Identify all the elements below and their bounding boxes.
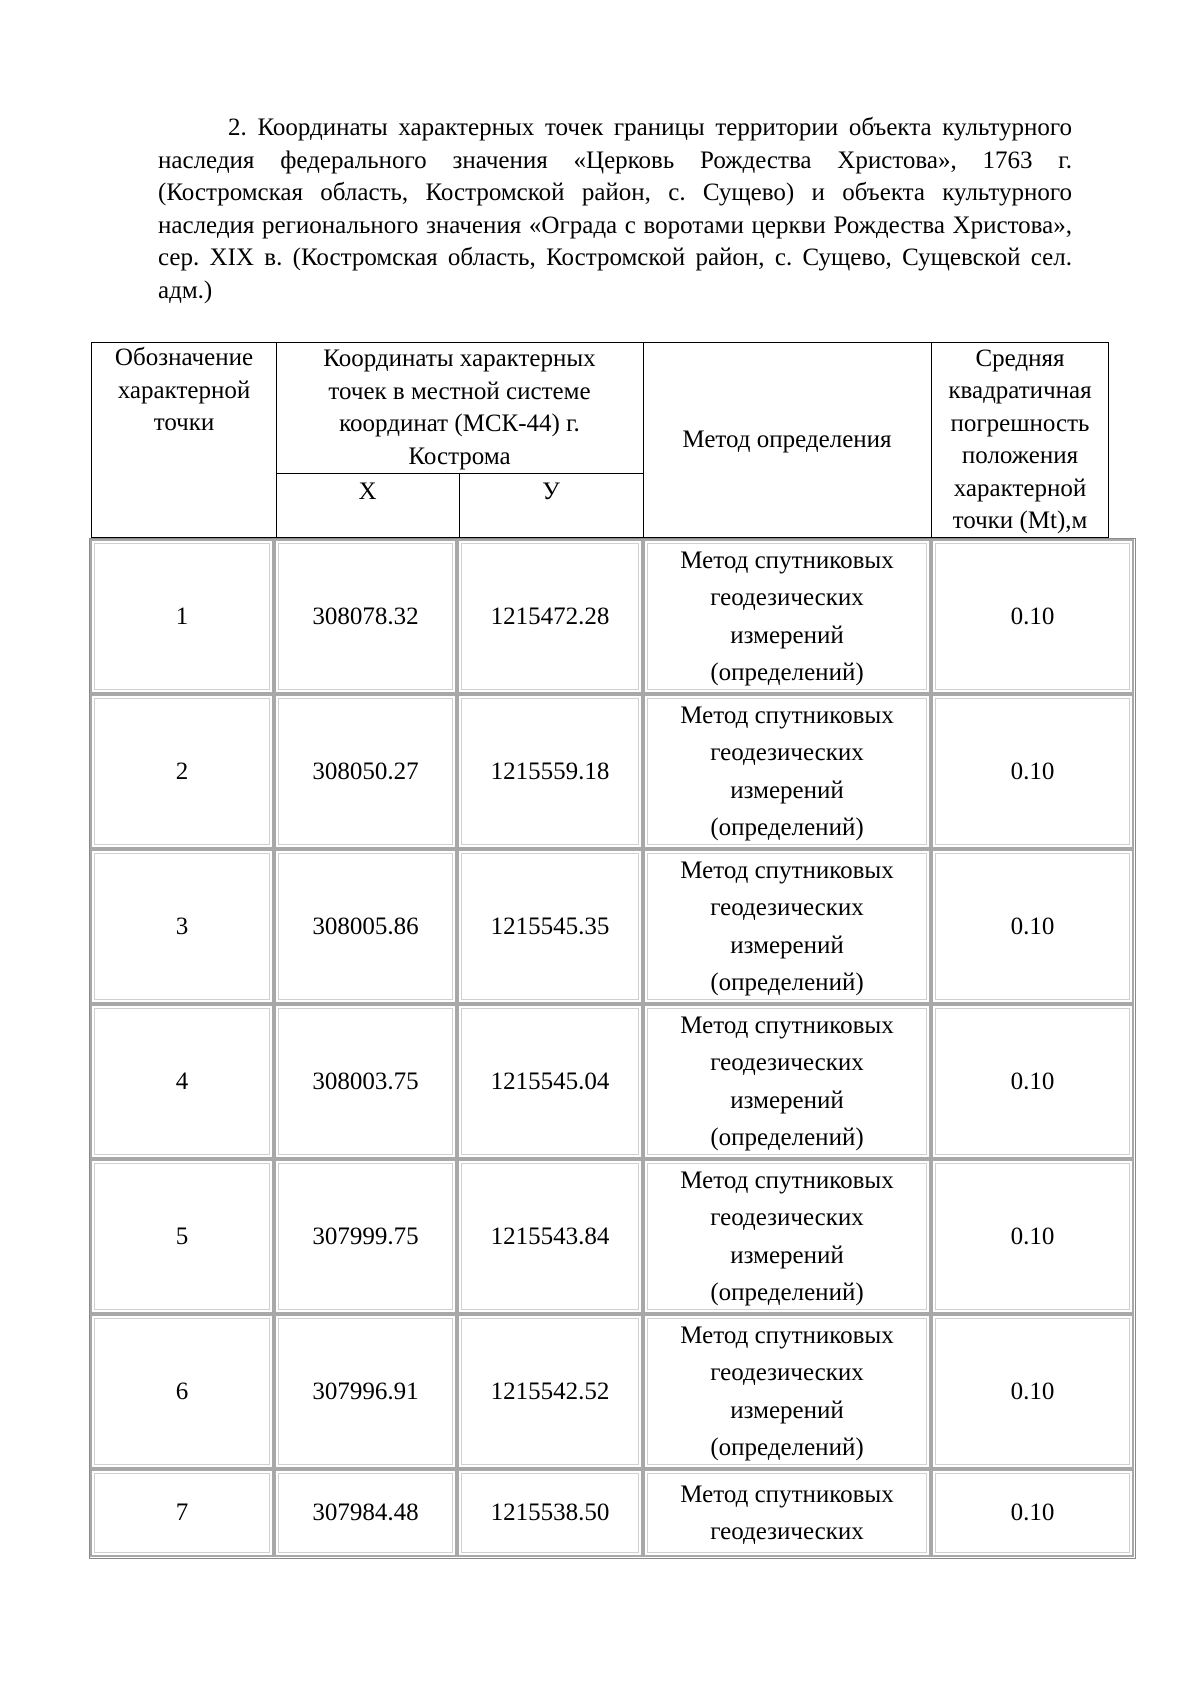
cell-x: 308005.86 <box>274 849 457 1004</box>
cell-point: 7 <box>90 1469 274 1557</box>
cell-method: Метод спутниковых геодезических <box>643 1469 931 1557</box>
cell-y: 1215472.28 <box>457 539 643 694</box>
cell-method: Метод спутниковых геодезических измерений (определений) <box>643 539 931 694</box>
cell-error: 0.10 <box>931 1469 1134 1557</box>
cell-x: 308003.75 <box>274 1004 457 1159</box>
cell-method: Метод спутниковых геодезических измерений (определений) <box>643 1314 931 1469</box>
cell-y: 1215538.50 <box>457 1469 643 1557</box>
cell-point: 6 <box>90 1314 274 1469</box>
cell-method: Метод спутниковых геодезических измерений (определений) <box>643 1004 931 1159</box>
cell-error: 0.10 <box>931 1314 1134 1469</box>
cell-x: 307999.75 <box>274 1159 457 1314</box>
cell-x: 308050.27 <box>274 694 457 849</box>
table-header <box>91 342 1109 538</box>
cell-y: 1215545.04 <box>457 1004 643 1159</box>
cell-point: 1 <box>90 539 274 694</box>
cell-x: 308078.32 <box>274 539 457 694</box>
table-row <box>90 849 1135 1004</box>
cell-error: 0.10 <box>931 849 1134 1004</box>
header-point: Обозначение характерной точки <box>114 344 254 437</box>
cell-error: 0.10 <box>931 539 1134 694</box>
cell-x: 307996.91 <box>274 1314 457 1469</box>
cell-error: 0.10 <box>931 694 1134 849</box>
header-method: Метод определения <box>682 425 892 453</box>
cell-point: 5 <box>90 1159 274 1314</box>
header-error: Средняя квадратичная погрешность положения характерной точки (Mt),м <box>948 344 1092 534</box>
table-row <box>90 1004 1135 1159</box>
cell-y: 1215545.35 <box>457 849 643 1004</box>
cell-point: 3 <box>90 849 274 1004</box>
cell-error: 0.10 <box>931 1004 1134 1159</box>
table-row <box>90 1469 1135 1557</box>
cell-error: 0.10 <box>931 1159 1134 1314</box>
table-row <box>90 539 1135 694</box>
cell-point: 2 <box>90 694 274 849</box>
header-x: Х <box>358 477 377 505</box>
table-row <box>90 1159 1135 1314</box>
cell-method: Метод спутниковых геодезических измерений (определений) <box>643 1159 931 1314</box>
cell-x: 307984.48 <box>274 1469 457 1557</box>
cell-method: Метод спутниковых геодезических измерений (определений) <box>643 694 931 849</box>
table-row <box>90 694 1135 849</box>
cell-y: 1215542.52 <box>457 1314 643 1469</box>
cell-y: 1215559.18 <box>457 694 643 849</box>
header-coordinates: Координаты характерных точек в местной системе координат (МСК-44) г. Кострома <box>323 345 596 470</box>
header-y: У <box>542 477 560 505</box>
cell-y: 1215543.84 <box>457 1159 643 1314</box>
coordinates-table <box>89 538 1136 1559</box>
cell-point: 4 <box>90 1004 274 1159</box>
section-heading: 2. Координаты характерных точек границы территории объекта культурного наследия федерального значения «Церковь Рождества Христова», 1763 г. (Костромская область, Костромской район, с. Сущево) и объекта культурного наследия регионального значения «Ограда с воротами церкви Рождества Христова», сер. XIX в. (Костромская область, Костромской район, с. Сущево, Сущевской сел. адм.) <box>158 114 1072 304</box>
cell-method: Метод спутниковых геодезических измерений (определений) <box>643 849 931 1004</box>
table-row <box>90 1314 1135 1469</box>
